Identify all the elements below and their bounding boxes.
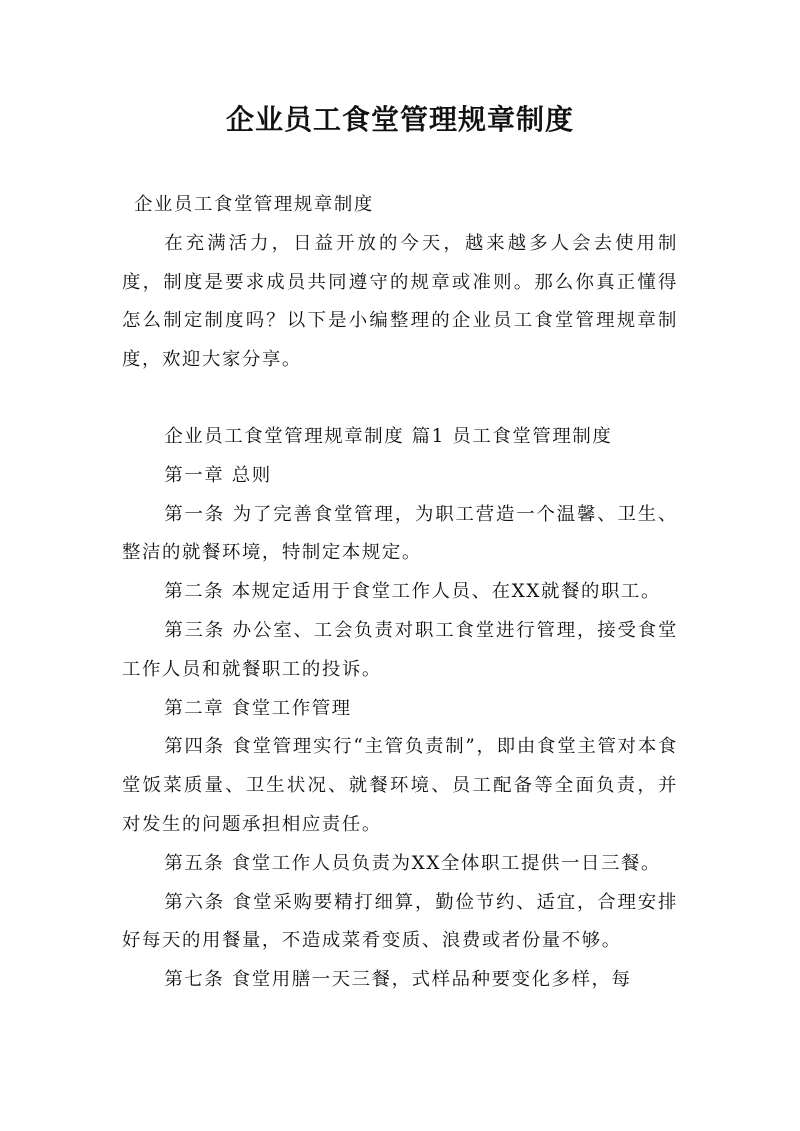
article-paragraph: 第五条 食堂工作人员负责为XX全体职工提供一日三餐。 (164, 852, 661, 874)
article-paragraph: 第三条 办公室、工会负责对职工食堂进行管理，接受食堂工作人员和就餐职工的投诉。 (122, 619, 678, 680)
chapter-heading: 第一章 总则 (164, 464, 272, 486)
article-paragraph: 第七条 食堂用膳一天三餐，式样品种要变化多样，每 (164, 969, 632, 991)
article-paragraph: 第六条 食堂采购要精打细算，勤俭节约、适宜，合理安排好每天的用餐量，不造成菜肴变质、浪费或者份量不够。 (122, 891, 678, 952)
paragraph-gap (122, 380, 678, 418)
article-paragraph: 第四条 食堂管理实行“主管负责制”，即由食堂主管对本食堂饭菜质量、卫生状况、就餐环境、员工配备等全面负责，并对发生的问题承担相应责任。 (122, 736, 678, 835)
document-title: 企业员工食堂管理规章制度 (225, 103, 574, 136)
chapter-heading: 第二章 食堂工作管理 (164, 697, 352, 719)
section-heading: 企业员工食堂管理规章制度 篇1 员工食堂管理制度 (164, 425, 613, 447)
article-paragraph: 第一条 为了完善食堂管理，为职工营造一个温馨、卫生、整洁的就餐环境，特制定本规定。 (122, 503, 678, 564)
article-paragraph: 第二条 本规定适用于食堂工作人员、在XX就餐的职工。 (164, 581, 661, 603)
intro-paragraph: 在充满活力，日益开放的今天，越来越多人会去使用制度，制度是要求成员共同遵守的规章或准则。那么你真正懂得怎么制定制度吗？以下是小编整理的企业员工食堂管理规章制度，欢迎大家分享。 (122, 232, 678, 371)
document-body (122, 186, 678, 1000)
document-subtitle: 企业员工食堂管理规章制度 (134, 194, 374, 215)
